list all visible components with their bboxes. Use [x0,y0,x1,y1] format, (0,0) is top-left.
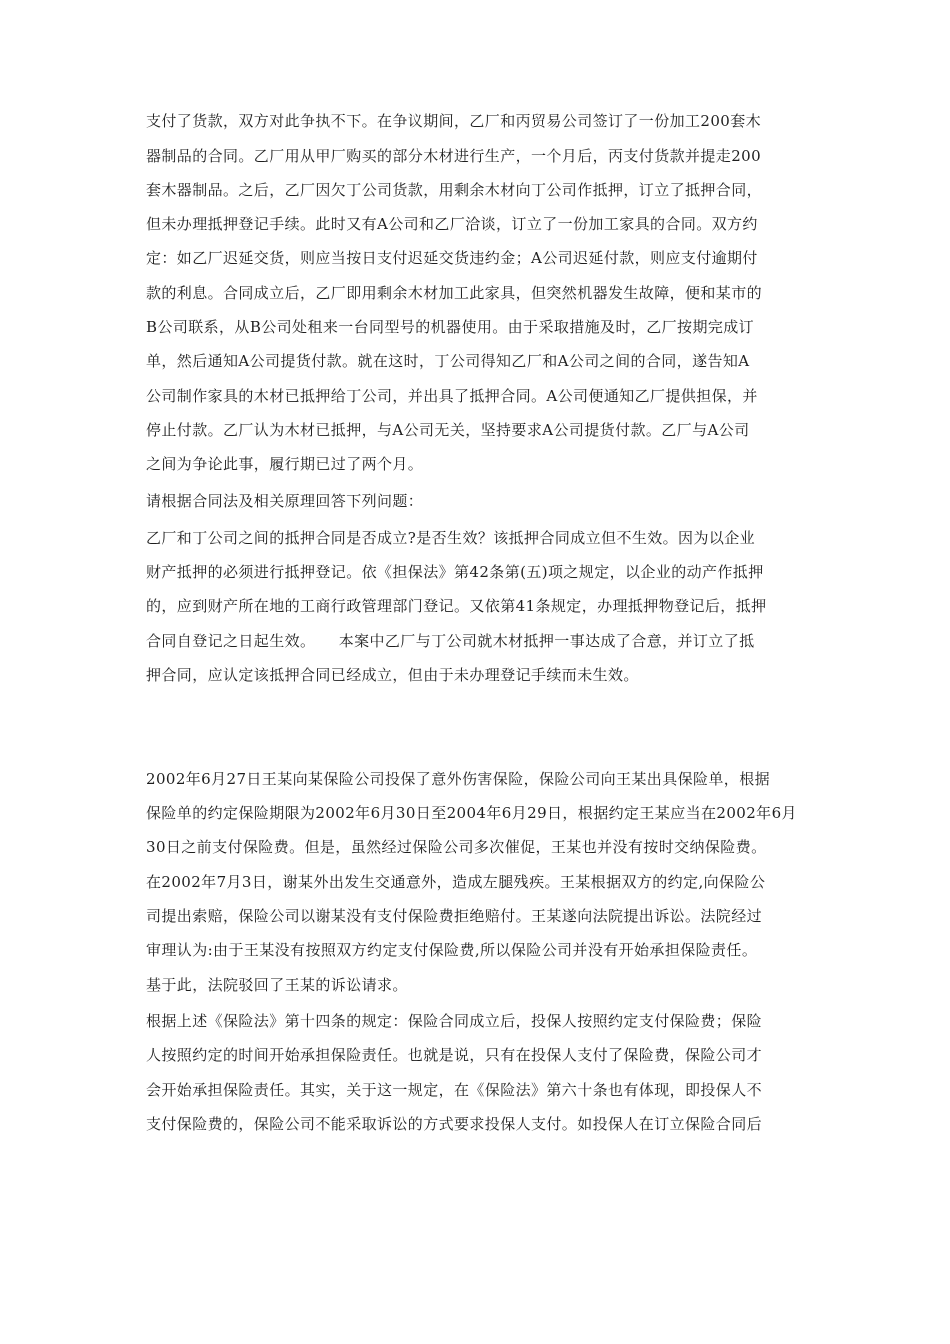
question-prompt: 请根据合同法及相关原理回答下列问题： [146,492,424,510]
text-line: 在2002年7月3日，谢某外出发生交通意外，造成左腿残疾。王某根据双方的约定,向保险公 [146,873,766,891]
text-line: 基于此，法院驳回了王某的诉讼请求。 [146,976,408,994]
text-line: 审理认为:由于王某没有按照双方约定支付保险费,所以保险公司并没有开始承担保险责任。 [146,941,758,959]
text-line: 支付保险费的，保险公司不能采取诉讼的方式要求投保人支付。如投保人在订立保险合同后 [146,1115,763,1133]
text-line: 财产抵押的必须进行抵押登记。依《担保法》第42条第(五)项之规定，以企业的动产作抵押 [146,563,764,581]
text-line: 但未办理抵押登记手续。此时又有A公司和乙厂洽谈，订立了一份加工家具的合同。双方约 [146,215,758,233]
text-line: 合同自登记之日起生效。 本案中乙厂与丁公司就木材抵押一事达成了合意，并订立了抵 [146,632,755,650]
text-line: 保险单的约定保险期限为2002年6月30日至2004年6月29日，根据约定王某应当在2002年6月 [146,804,797,822]
text-line: 司提出索赔，保险公司以谢某没有支付保险费拒绝赔付。王某遂向法院提出诉讼。法院经过 [146,907,763,925]
text-line: 公司制作家具的木材已抵押给丁公司，并出具了抵押合同。A公司便通知乙厂提供担保，并 [146,387,758,405]
text-line: 定：如乙厂迟延交货，则应当按日支付迟延交货违约金；A公司迟延付款，则应支付逾期付 [146,249,758,267]
text-line: 乙厂和丁公司之间的抵押合同是否成立?是否生效？该抵押合同成立但不生效。因为以企业 [146,529,756,547]
text-line: 会开始承担保险责任。其实，关于这一规定，在《保险法》第六十条也有体现，即投保人不 [146,1081,763,1099]
text-line: 根据上述《保险法》第十四条的规定：保险合同成立后，投保人按照约定支付保险费；保险 [146,1012,763,1030]
text-line: 的，应到财产所在地的工商行政管理部门登记。又依第41条规定，办理抵押物登记后，抵押 [146,597,767,615]
text-line: 人按照约定的时间开始承担保险责任。也就是说，只有在投保人支付了保险费，保险公司才 [146,1046,763,1064]
text-line: 单，然后通知A公司提货付款。就在这时，丁公司得知乙厂和A公司之间的合同，遂告知A [146,352,750,370]
text-line: 款的利息。合同成立后，乙厂即用剩余木材加工此家具，但突然机器发生故障，便和某市的 [146,284,763,302]
text-line: B公司联系，从B公司处租来一台同型号的机器使用。由于采取措施及时，乙厂按期完成订 [146,318,755,336]
text-line: 支付了货款，双方对此争执不下。在争议期间，乙厂和丙贸易公司签订了一份加工200套木 [146,112,762,130]
text-line: 器制品的合同。乙厂用从甲厂购买的部分木材进行生产，一个月后，丙支付货款并提走200 [146,147,762,165]
text-line: 押合同，应认定该抵押合同已经成立，但由于未办理登记手续而未生效。 [146,666,639,684]
text-line: 30日之前支付保险费。但是，虽然经过保险公司多次催促，王某也并没有按时交纳保险费。 [146,838,767,856]
text-line: 2002年6月27日王某向某保险公司投保了意外伤害保险，保险公司向王某出具保险单，根据 [146,770,771,788]
text-line: 之间为争论此事，履行期已过了两个月。 [146,455,424,473]
text-line: 套木器制品。之后，乙厂因欠丁公司货款，用剩余木材向丁公司作抵押，订立了抵押合同， [146,181,763,199]
text-line: 停止付款。乙厂认为木材已抵押，与A公司无关，坚持要求A公司提货付款。乙厂与A公司 [146,421,750,439]
